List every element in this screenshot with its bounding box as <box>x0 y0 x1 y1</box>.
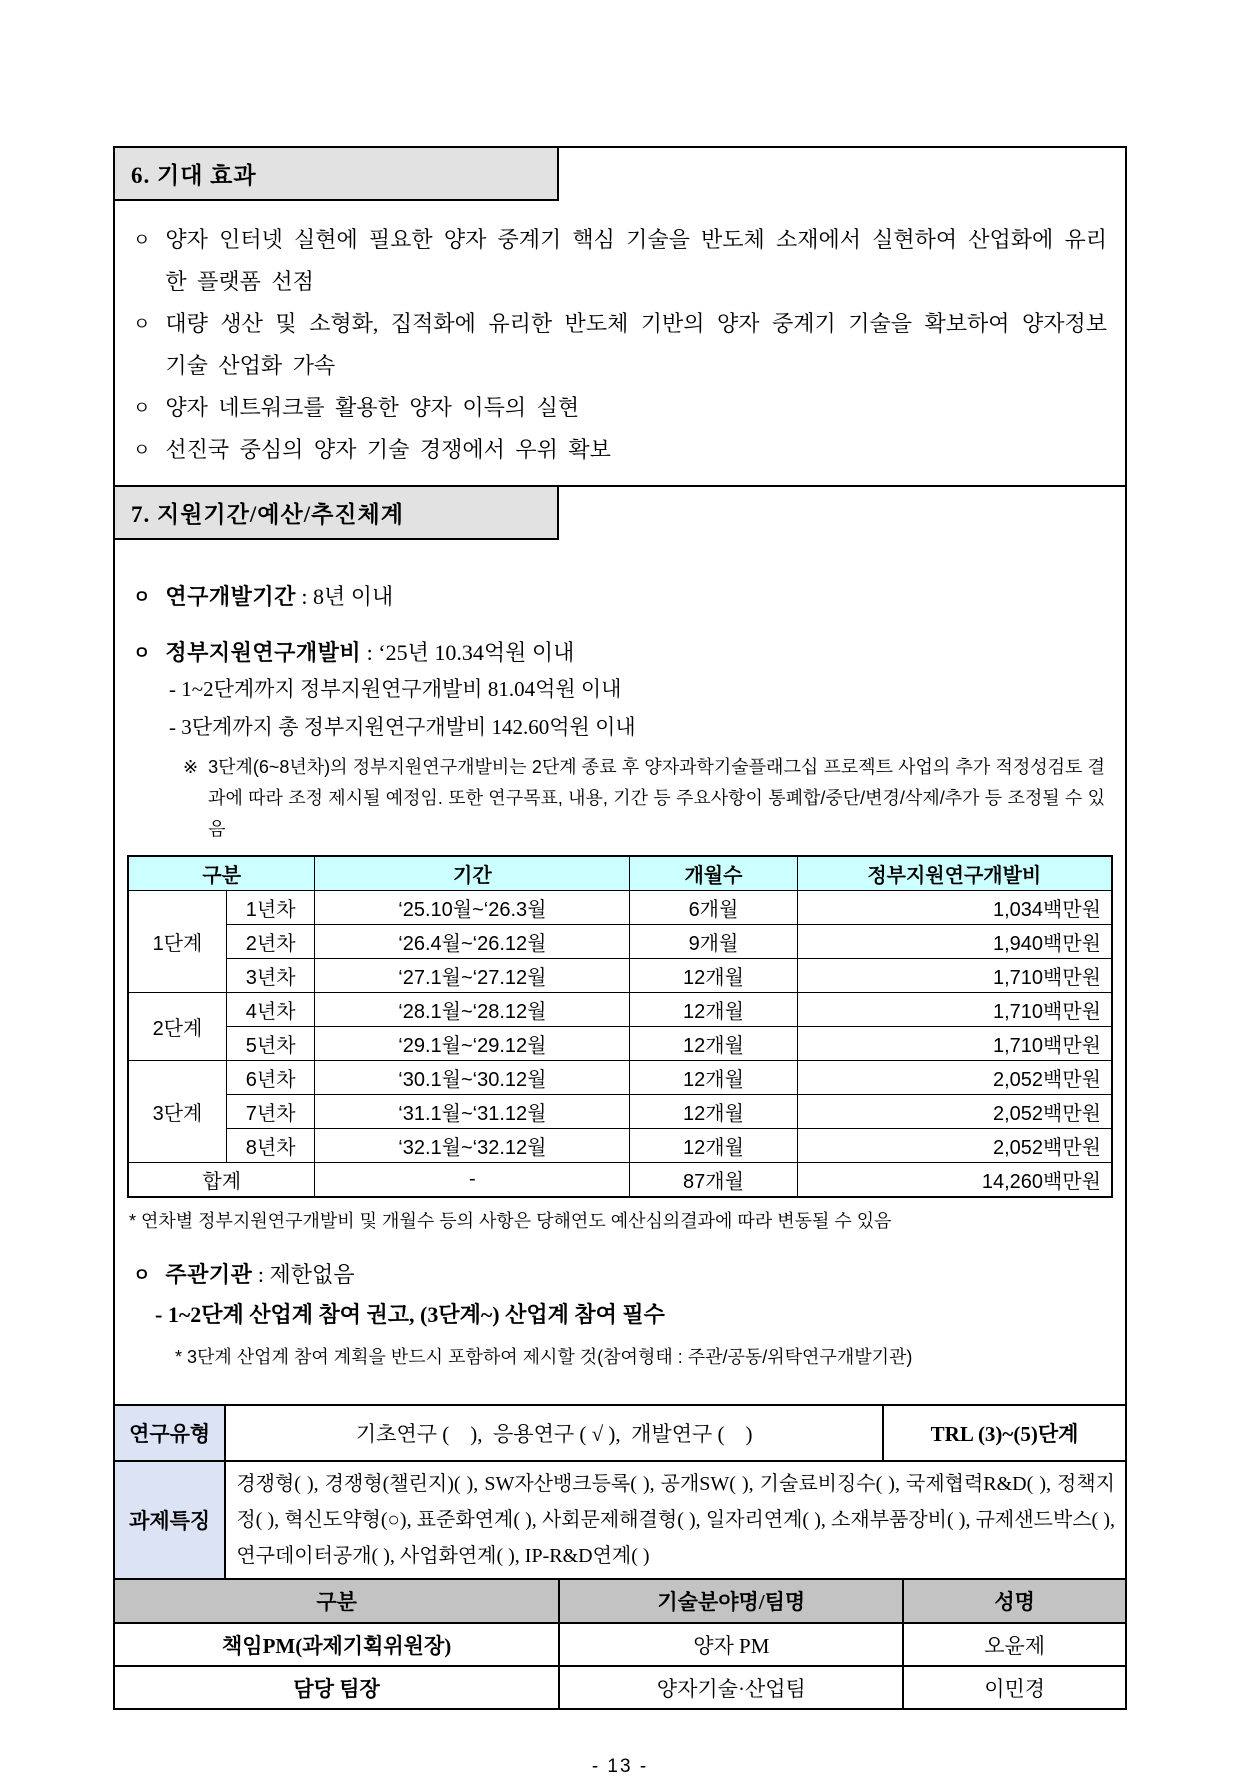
cell-amount: 1,940백만원 <box>797 925 1112 959</box>
section-6-header <box>115 148 559 201</box>
circle-bullet-icon: ㅇ <box>133 643 151 663</box>
total-row <box>128 1163 1112 1198</box>
col-header-period: 기간 <box>315 856 630 891</box>
cell-months: 12개월 <box>630 1095 797 1129</box>
cell-period: ‘31.1월~‘31.12월 <box>315 1095 630 1129</box>
table-row <box>128 1027 1112 1061</box>
cell-amount: 2,052백만원 <box>797 1095 1112 1129</box>
bullet-text: 양자 네트워크를 활용한 양자 이득의 실현 <box>165 395 580 420</box>
cell-amount: 2,052백만원 <box>797 1061 1112 1095</box>
trl-level: TRL (3)~(5)단계 <box>883 1405 1126 1461</box>
gov-budget-line <box>133 636 1113 670</box>
pm-table <box>113 1578 1127 1710</box>
col-header-category: 구분 <box>128 856 315 891</box>
rnd-period-line <box>133 580 1113 614</box>
circle-bullet-icon: ㅇ <box>133 587 151 607</box>
reference-mark-icon: ※ <box>183 757 199 777</box>
cell-months: 12개월 <box>630 993 797 1027</box>
bullet-item <box>127 429 1113 471</box>
section-6-body <box>115 201 1125 485</box>
gov-budget-value: : ‘25년 10.34억원 이내 <box>361 640 575 665</box>
pm-col-header-name: 성명 <box>903 1579 1126 1623</box>
col-header-amount: 정부지원연구개발비 <box>797 856 1112 891</box>
cell-period: ‘30.1월~‘30.12월 <box>315 1061 630 1095</box>
page-number: - 13 - <box>591 1756 649 1777</box>
cell-team: 양자 PM <box>559 1623 903 1666</box>
table-row <box>128 1061 1112 1095</box>
research-type-table <box>113 1404 1127 1580</box>
cell-total-label: 합계 <box>128 1163 315 1198</box>
org-participation-requirement: - 1~2단계 산업계 참여 권고, (3단계~) 산업계 참여 필수 <box>155 1302 665 1327</box>
cell-amount: 2,052백만원 <box>797 1129 1112 1163</box>
project-feature-value: 경쟁형( ), 경쟁형(챌린지)( ), SW자산뱅크등록( ), 공개SW( ), 기술료비징수( ), 국제협력R&D( ), 정책지정( ), 혁신도약형(○), 표준화연계( ), 사회문제해결형( ), 일자리연계( ), 소재부품장비( ), 규제샌드박스( ), 연구데이터공개( ), 사업화연계( ), IP-R&D연계( ) <box>225 1461 1126 1579</box>
bullet-item <box>127 387 1113 429</box>
cell-amount: 1,034백만원 <box>797 891 1112 925</box>
budget-table <box>127 855 1113 1198</box>
research-type-value: 기초연구 ( ), 응용연구 ( √ ), 개발연구 ( ) <box>225 1405 883 1461</box>
cell-year: 6년차 <box>226 1061 315 1095</box>
cell-months: 9개월 <box>630 925 797 959</box>
pm-table-header-row <box>114 1579 1126 1623</box>
section-expected-effects <box>113 146 1127 487</box>
org-participation-note: * 3단계 산업계 참여 계획을 반드시 포함하여 제시할 것(참여형태 : 주관/공동/위탁연구개발기관) <box>175 1347 913 1367</box>
table-row <box>128 925 1112 959</box>
table-row <box>128 1095 1112 1129</box>
project-feature-row <box>114 1461 1126 1579</box>
pm-col-header-team: 기술분야명/팀명 <box>559 1579 903 1623</box>
pm-col-header-category: 구분 <box>114 1579 559 1623</box>
cell-months: 12개월 <box>630 959 797 993</box>
research-type-label: 연구유형 <box>114 1405 225 1461</box>
table-row <box>128 959 1112 993</box>
cell-role: 담당 팀장 <box>114 1666 559 1709</box>
org-text <box>165 1258 354 1292</box>
circle-bullet-icon: ㅇ <box>133 314 151 334</box>
cell-period: ‘32.1월~‘32.12월 <box>315 1129 630 1163</box>
cell-year: 5년차 <box>226 1027 315 1061</box>
table-row <box>128 891 1112 925</box>
cell-amount: 1,710백만원 <box>797 993 1112 1027</box>
cell-period: ‘29.1월~‘29.12월 <box>315 1027 630 1061</box>
table-row <box>114 1666 1126 1709</box>
cell-period: ‘28.1월~‘28.12월 <box>315 993 630 1027</box>
section-7-body <box>115 540 1125 1390</box>
cell-team: 양자기술·산업팀 <box>559 1666 903 1709</box>
cell-period: ‘26.4월~‘26.12월 <box>315 925 630 959</box>
research-type-row <box>114 1405 1126 1461</box>
cell-stage: 3단계 <box>128 1061 226 1163</box>
section-7-header <box>115 487 559 540</box>
table-row <box>128 1129 1112 1163</box>
section-6-title: 6. 기대 효과 <box>131 163 257 188</box>
cell-total-months: 87개월 <box>630 1163 797 1198</box>
section-support-period-budget <box>113 485 1127 1710</box>
cell-year: 4년차 <box>226 993 315 1027</box>
cell-amount: 1,710백만원 <box>797 959 1112 993</box>
cell-months: 12개월 <box>630 1061 797 1095</box>
cell-amount: 1,710백만원 <box>797 1027 1112 1061</box>
budget-subitem: - 3단계까지 총 정부지원연구개발비 142.60억원 이내 <box>169 715 636 739</box>
rnd-period-value: : 8년 이내 <box>295 584 394 609</box>
table-row <box>114 1623 1126 1666</box>
gov-budget-label: 정부지원연구개발비 <box>165 640 362 665</box>
cell-period: ‘27.1월~‘27.12월 <box>315 959 630 993</box>
circle-bullet-icon: ㅇ <box>133 230 151 250</box>
bullet-item <box>127 303 1113 387</box>
budget-reference-text: 3단계(6~8년차)의 정부지원연구개발비는 2단계 종료 후 양자과학기술플래그십 프로젝트 사업의 추가 적정성검토 결과에 따라 조정 제시될 예정임. 또한 연구목표, 내용, 기간 등 주요사항이 통폐합/중단/변경/삭제/추가 등 조정될 수 있음 <box>208 757 1105 839</box>
cell-year: 3년차 <box>226 959 315 993</box>
budget-reference-note <box>183 752 1105 845</box>
section-7-title: 7. 지원기간/예산/추진체계 <box>131 502 404 527</box>
org-line <box>133 1258 1113 1292</box>
cell-name: 오윤제 <box>903 1623 1126 1666</box>
cell-total-period: - <box>315 1163 630 1198</box>
cell-year: 2년차 <box>226 925 315 959</box>
bullet-text: 양자 인터넷 실현에 필요한 양자 중계기 핵심 기술을 반도체 소재에서 실현하여 산업화에 유리한 플랫폼 선점 <box>165 227 1107 294</box>
table-row <box>128 993 1112 1027</box>
cell-stage: 2단계 <box>128 993 226 1061</box>
project-feature-label: 과제특징 <box>114 1461 225 1579</box>
circle-bullet-icon: ㅇ <box>133 398 151 418</box>
circle-bullet-icon: ㅇ <box>133 1265 151 1285</box>
budget-table-footnote: * 연차별 정부지원연구개발비 및 개월수 등의 사항은 당해연도 예산심의결과에 따라 변동될 수 있음 <box>129 1211 892 1231</box>
cell-period: ‘25.10월~‘26.3월 <box>315 891 630 925</box>
bullet-text: 선진국 중심의 양자 기술 경쟁에서 우위 확보 <box>165 437 611 462</box>
circle-bullet-icon: ㅇ <box>133 440 151 460</box>
cell-months: 12개월 <box>630 1027 797 1061</box>
cell-role: 책임PM(과제기획위원장) <box>114 1623 559 1666</box>
cell-year: 1년차 <box>226 891 315 925</box>
cell-months: 6개월 <box>630 891 797 925</box>
bullet-item <box>127 219 1113 303</box>
cell-year: 7년차 <box>226 1095 315 1129</box>
cell-stage: 1단계 <box>128 891 226 993</box>
cell-name: 이민경 <box>903 1666 1126 1709</box>
cell-months: 12개월 <box>630 1129 797 1163</box>
rnd-period-label: 연구개발기간 <box>165 584 296 609</box>
cell-total-amount: 14,260백만원 <box>797 1163 1112 1198</box>
budget-subitem: - 1~2단계까지 정부지원연구개발비 81.04억원 이내 <box>169 677 622 701</box>
org-label: 주관기관 <box>165 1262 253 1287</box>
cell-year: 8년차 <box>226 1129 315 1163</box>
budget-table-header-row <box>128 856 1112 891</box>
gov-budget-text <box>165 636 574 670</box>
col-header-months: 개월수 <box>630 856 797 891</box>
org-value: : 제한없음 <box>252 1262 355 1287</box>
rnd-period-text <box>165 580 393 614</box>
bullet-text: 대량 생산 및 소형화, 집적화에 유리한 반도체 기반의 양자 중계기 기술을 확보하여 양자정보 기술 산업화 가속 <box>165 311 1107 378</box>
